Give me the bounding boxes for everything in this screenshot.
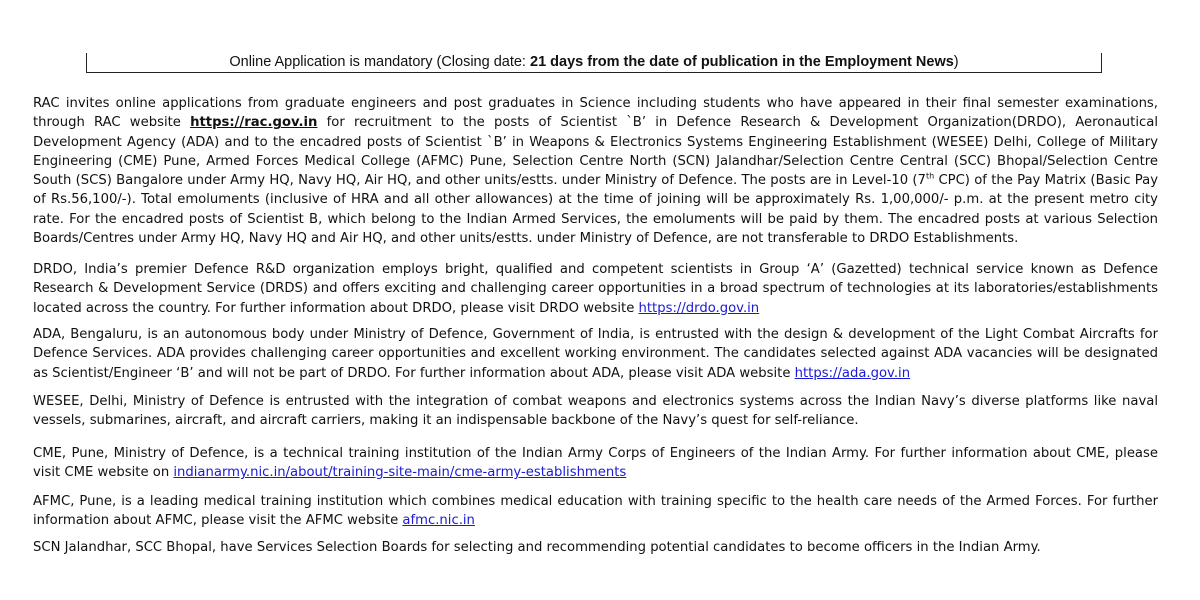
p1-text-b: for recruitment to the posts of Scientist `B’ in Defence Research & Development Organization(DRDO), Aeronautical Development Agency (ADA) and to the encadred posts of Scientist `B’ in Weapons & Electronics Systems Engineering Establishment (WESEE) Delhi, College of Military Engineering (CME) Pune, Armed Forces Medical College (AFMC) Pune, Selection Centre North (SCN) Jalandhar/Selection Centre Central (SCC) Bhopal/Selection Centre South (SCS) Bangalore under Army HQ, Navy HQ, Air HQ, and other units/estts. under Ministry of Defence. The posts are in Level-10 (7 [33,115,1158,189]
p1-text-c: CPC) of the Pay Matrix (Basic Pay of Rs.56,100/-). Total emoluments (inclusive of HRA and all other allowances) at the time of joining will be approximately Rs. 1,00,000/- p.m. at the present metro city rate. For the encadred posts of Scientist B, which belong to the Indian Armed Services, the emoluments will be paid by them. The encadred posts at various Selection Boards/Centres under Army HQ, Navy HQ and Air HQ, and other units/estts. under Ministry of Defence, are not transferable to DRDO Establishments. [33,173,1158,247]
notice-prefix: Online Application is mandatory (Closing date: [229,54,530,70]
cme-paragraph [33,444,1158,483]
p3-text: ADA, Bengaluru, is an autonomous body under Ministry of Defence, Government of India, is entrusted with the design & development of the Light Combat Aircrafts for Defence Services. ADA provides challenging career opportunities and excellent working environment. The candidates selected against ADA vacancies will be designated as Scientist/Engineer ‘B’ and will not be part of DRDO. For further information about ADA, please visit ADA website [33,327,1158,381]
p5-text: CME, Pune, Ministry of Defence, is a technical training institution of the Indian Army Corps of Engineers of the Indian Army. For further information about CME, please visit CME website on [33,446,1158,481]
notice-closing-date: 21 days from the date of publication in the Employment News [530,54,954,70]
closing-date-notice [86,53,1102,73]
p7-text: SCN Jalandhar, SCC Bhopal, have Services Selection Boards for selecting and recommending potential candidates to become officers in the Indian Army. [33,540,1041,555]
notice-suffix: ) [953,54,959,70]
p4-text: WESEE, Delhi, Ministry of Defence is entrusted with the integration of combat weapons and electronics systems across the Indian Navy’s diverse platforms like naval vessels, submarines, aircraft, and aircraft carriers, making it an indispensable backbone of the Navy’s quest for self-reliance. [33,394,1158,429]
p6-text: AFMC, Pune, is a leading medical training institution which combines medical education with training specific to the health care needs of the Armed Forces. For further information about AFMC, please visit the AFMC website [33,494,1158,529]
drdo-website-link[interactable]: https://drdo.gov.in [638,300,760,316]
afmc-paragraph [33,492,1158,531]
scn-scc-paragraph [33,538,1158,557]
wesee-paragraph [33,392,1158,431]
rac-intro-paragraph [33,94,1158,248]
afmc-website-link[interactable]: afmc.nic.in [402,513,475,529]
p2-text: DRDO, India’s premier Defence R&D organization employs bright, qualified and competent scientists in Group ‘A’ (Gazetted) technical service known as Defence Research & Development Service (DRDS) and offers exciting and challenging career opportunities in a broad spectrum of technologies at its laboratories/establishments located across the country. For further information about DRDO, please visit DRDO website [33,262,1158,316]
p1-text-a: RAC invites online applications from graduate engineers and post graduates in Science including students who have appeared in their final semester examinations, through RAC website [33,96,1158,131]
drdo-paragraph [33,260,1158,318]
cme-website-link[interactable]: indianarmy.nic.in/about/training-site-main/cme-army-establishments [173,465,627,481]
cpc-superscript: th [925,171,935,181]
ada-website-link[interactable]: https://ada.gov.in [794,365,911,381]
ada-paragraph [33,325,1158,383]
rac-website-link[interactable]: https://rac.gov.in [190,115,318,131]
